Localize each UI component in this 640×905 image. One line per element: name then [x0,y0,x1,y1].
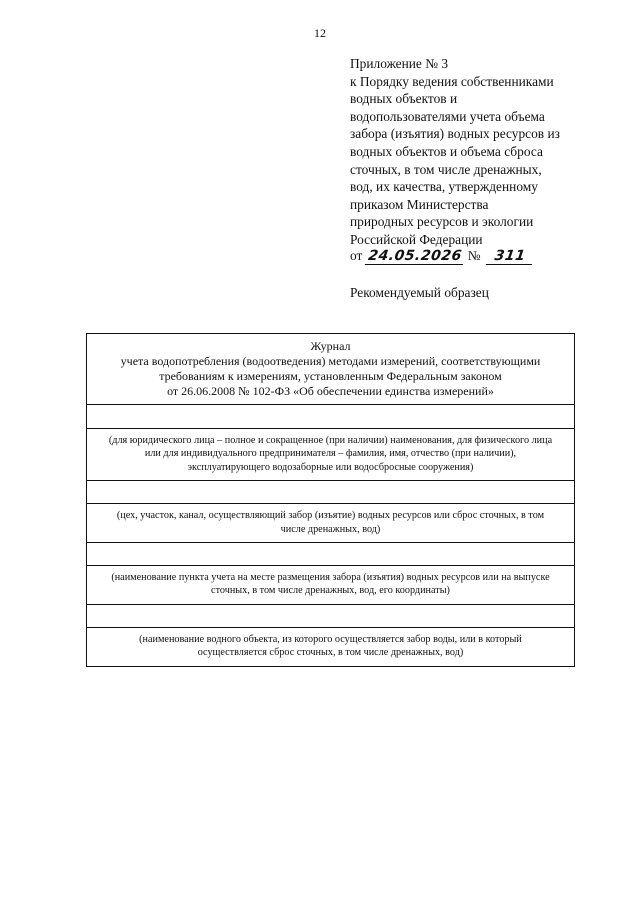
fill-in-field-metering-point[interactable] [87,542,574,565]
page-number: 12 [314,26,326,40]
fill-in-field-water-body[interactable] [87,604,574,627]
appendix-line: сточных, в том числе дренажных, [350,161,542,177]
caption-line: осуществляется сброс сточных, в том числе дренажных, вод) [197,647,464,659]
fill-in-field-organization[interactable] [87,404,574,428]
appendix-line: водных объектов и [350,91,458,107]
field-caption-water-body [87,627,574,666]
handwritten-date: 24.05.2026 [365,248,465,265]
from-label: от [350,248,363,263]
appendix-header [350,55,610,249]
caption-line: (цех, участок, канал, осуществляющий забор (изъятие) водных ресурсов или сброс сточных, в том [116,510,545,522]
caption-line: (наименование пункта учета на месте размещения забора (изъятия) водных ресурсов или на выпуске [111,572,550,584]
appendix-line: водопользователями учета объема [350,108,545,124]
caption-line: (наименование водного объекта, из которого осуществляется забор воды, или в который [139,633,522,645]
appendix-line: забора (изъятия) водных ресурсов из [350,126,560,142]
journal-title-line: от 26.06.2008 № 102-ФЗ «Об обеспечении единства измерений» [167,384,494,398]
field-caption-workshop [87,503,574,542]
caption-line: сточных, в том числе дренажных, вод, его координаты) [211,585,450,597]
handwritten-number: 311 [485,248,533,265]
fill-in-field-workshop[interactable] [87,480,574,503]
appendix-line: вод, их качества, утвержденному [350,179,538,195]
journal-title-line: учета водопотребления (водоотведения) методами измерений, соответствующими [120,354,541,368]
caption-line: или для индивидуального предпринимателя – фамилия, имя, отчество (при наличии), [144,448,517,460]
caption-line: числе дренажных, вод) [280,523,381,535]
appendix-line: Российской Федерации [350,231,483,247]
journal-form [86,333,575,667]
journal-title [87,334,574,404]
field-caption-metering-point [87,565,574,604]
appendix-line: природных ресурсов и экологии [350,214,534,230]
caption-line: эксплуатирующего водозаборные или водосбросные сооружения) [187,461,474,473]
appendix-line: приказом Министерства [350,196,489,212]
sample-label: Рекомендуемый образец [350,285,489,300]
appendix-line: водных объектов и объема сброса [350,143,543,159]
appendix-line: Приложение № 3 [350,56,449,71]
number-label: № [467,248,481,263]
field-caption-organization [87,428,574,480]
appendix-line: к Порядку ведения собственниками [350,73,554,89]
order-date-number [350,248,533,265]
caption-line: (для юридического лица – полное и сокращенное (при наличии) наименования, для физического лица [108,435,553,446]
journal-title-line: Журнал [310,339,351,353]
journal-title-line: требованиям к измерениям, установленным Федеральным законом [159,369,502,383]
